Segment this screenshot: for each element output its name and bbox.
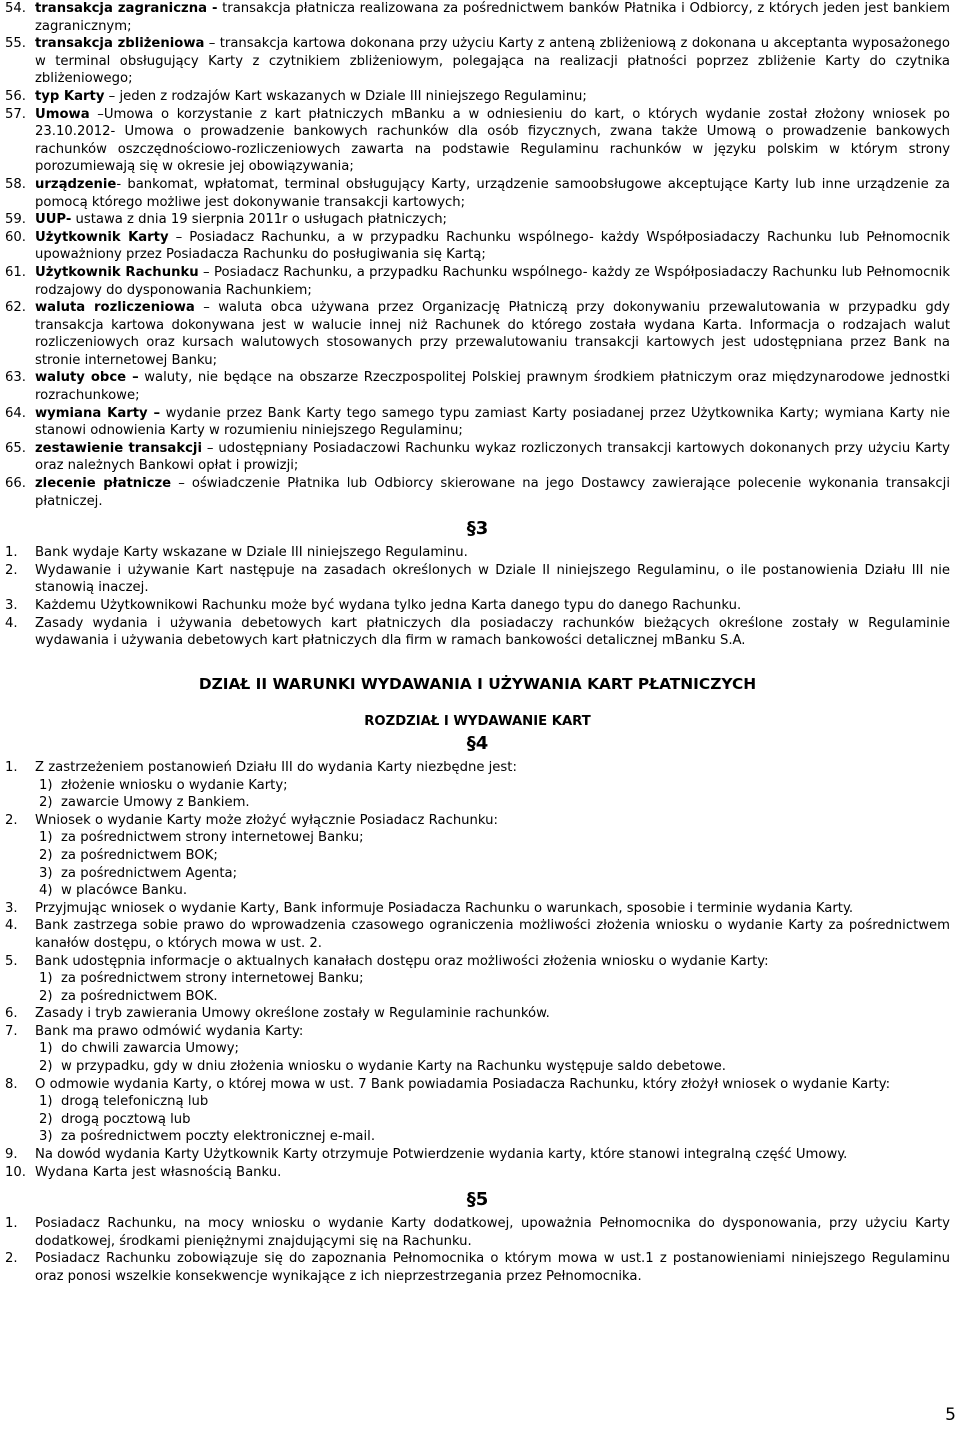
item-text: Przyjmując wniosek o wydanie Karty, Bank informuje Posiadacza Rachunku o warunkach, sposobie i terminie wydania Karty. bbox=[35, 900, 854, 916]
sub-item bbox=[39, 777, 950, 795]
item-text: Posiadacz Rachunku, na mocy wniosku o wydanie Karty dodatkowej, upoważnia Pełnomocnika do dysponowania, przy użyciu Karty dodatkowej, środkami pieniężnymi znajdującymi się na Rachunku. bbox=[35, 1216, 950, 1249]
definition-text bbox=[35, 229, 950, 264]
sub-item bbox=[39, 829, 950, 847]
definition-number: 66. bbox=[5, 476, 26, 492]
definition-item bbox=[5, 440, 950, 475]
sub-item bbox=[39, 1093, 950, 1111]
definition-body: waluty, nie będące na obszarze Rzeczpospolitej Polskiej prawnym środkiem płatniczym oraz międzynarodowe jednostki rozrachunkowe; bbox=[35, 370, 951, 404]
item-number: 2. bbox=[5, 812, 18, 828]
section-4-heading: §4 bbox=[466, 732, 489, 754]
page-number: 5 bbox=[945, 1405, 956, 1426]
item-number: 7. bbox=[5, 1023, 18, 1039]
list-item bbox=[5, 1164, 950, 1182]
list-item bbox=[5, 1146, 950, 1164]
sub-item-number: 3) bbox=[39, 1129, 53, 1145]
sub-item bbox=[39, 1040, 950, 1058]
sub-item-text: za pośrednictwem BOK. bbox=[61, 988, 218, 1004]
definition-item bbox=[5, 369, 950, 404]
item-number: 9. bbox=[5, 1147, 18, 1163]
item-number: 5. bbox=[5, 953, 18, 969]
definition-text bbox=[35, 176, 950, 211]
item-number: 10. bbox=[5, 1164, 26, 1180]
item-text: Bank udostępnia informacje o aktualnych kanałach dostępu oraz możliwości złożenia wniosku o wydanie Karty: bbox=[35, 953, 769, 969]
item-text: Zasady wydania i używania debetowych kart płatniczych dla posiadaczy rachunków bieżących określone zostały w Regulaminie wydawania i używania debetowych kart płatniczych dla firm w ramach bankowości detalicznej mBanku S.A. bbox=[35, 615, 950, 649]
section-3-list bbox=[5, 544, 950, 650]
sub-item-text: w przypadku, gdy w dniu złożenia wniosku o wydanie Karty na Rachunku występuje saldo debetowe. bbox=[61, 1059, 726, 1075]
definitions-list bbox=[5, 0, 950, 510]
definition-number: 61. bbox=[5, 264, 26, 280]
sub-item bbox=[39, 1058, 950, 1076]
list-item bbox=[5, 562, 950, 597]
definition-body: – udostępniany Posiadaczowi Rachunku wykaz rozliczonych transakcji kartowych dokonanych przy użyciu Karty oraz należnych Bankowi opłat i prowizji; bbox=[35, 440, 950, 474]
item-text: Wniosek o wydanie Karty może złożyć wyłącznie Posiadacz Rachunku: bbox=[35, 812, 498, 828]
definition-item bbox=[5, 264, 950, 299]
item-text: Każdemu Użytkownikowi Rachunku może być wydana tylko jedna Karta danego typu do danego Rachunku. bbox=[35, 598, 742, 613]
sub-item-number: 2) bbox=[39, 847, 53, 863]
definition-item bbox=[5, 475, 950, 510]
item-number: 1. bbox=[5, 545, 18, 561]
definition-number: 60. bbox=[5, 229, 26, 245]
section-5-list bbox=[5, 1215, 950, 1285]
definition-term: wymiana Karty – bbox=[35, 405, 161, 421]
sub-item-text: do chwili zawarcia Umowy; bbox=[61, 1041, 239, 1057]
sub-item bbox=[39, 988, 950, 1006]
list-item bbox=[5, 759, 950, 777]
sub-item-number: 2) bbox=[39, 1059, 53, 1075]
chapter-title: DZIAŁ II WARUNKI WYDAWANIA I UŻYWANIA KART PŁATNICZYCH bbox=[198, 674, 757, 693]
definition-text bbox=[35, 88, 950, 106]
sub-item bbox=[39, 970, 950, 988]
item-text: Na dowód wydania Karty Użytkownik Karty otrzymuje Potwierdzenie wydania karty, które stanowi integralną część Umowy. bbox=[35, 1147, 848, 1163]
section-3-heading: §3 bbox=[466, 518, 489, 540]
definition-body: - bankomat, wpłatomat, terminal obsługujący Karty, urządzenie samoobsługowe akceptujące Karty lub inne urządzenie za pomocą którego możliwe jest dokonywanie transakcji kartowych; bbox=[35, 176, 950, 210]
definition-body: – jeden z rodzajów Kart wskazanych w Dziale III niniejszego Regulaminu; bbox=[104, 88, 587, 104]
definition-number: 63. bbox=[5, 370, 26, 386]
definition-term: Umowa bbox=[35, 106, 90, 122]
item-number: 3. bbox=[5, 900, 18, 916]
list-item bbox=[5, 615, 950, 650]
list-item bbox=[5, 1076, 950, 1094]
definition-text bbox=[35, 0, 950, 35]
sub-item bbox=[39, 1111, 950, 1129]
definition-body: wydanie przez Bank Karty tego samego typu zamiast Karty posiadanej przez Użytkownika Karty; wymiana Karty nie stanowi odnowienia Karty w rozumieniu niniejszego Regulaminu; bbox=[35, 405, 950, 439]
sub-item bbox=[39, 794, 950, 812]
definition-term: urządzenie bbox=[35, 176, 117, 192]
subchapter-title: ROZDZIAŁ I WYDAWANIE KART bbox=[364, 714, 591, 730]
definition-body: ustawa z dnia 19 sierpnia 2011r o usługach płatniczych; bbox=[71, 212, 447, 228]
definition-text bbox=[35, 264, 950, 299]
item-text: Wydawanie i używanie Kart następuje na zasadach określonych w Dziale II niniejszego Regulaminu, o ile postanowienia Działu III nie stanowią inaczej. bbox=[35, 562, 950, 596]
sub-item-text: drogą pocztową lub bbox=[61, 1111, 191, 1127]
item-number: 3. bbox=[5, 598, 18, 613]
item-number: 1. bbox=[5, 1216, 18, 1232]
definition-item bbox=[5, 229, 950, 264]
definition-number: 59. bbox=[5, 212, 26, 228]
definition-term: UUP- bbox=[35, 212, 72, 228]
item-text: Z zastrzeżeniem postanowień Działu III do wydania Karty niezbędne jest: bbox=[35, 759, 517, 775]
definition-body: – oświadczenie Płatnika lub Odbiorcy skierowane na jego Dostawcy zawierające polecenie wykonania transakcji płatniczej. bbox=[35, 476, 951, 509]
definition-text bbox=[35, 106, 950, 176]
list-item bbox=[5, 1215, 950, 1250]
definition-number: 56. bbox=[5, 88, 26, 104]
item-number: 4. bbox=[5, 615, 18, 631]
sub-item-number: 2) bbox=[39, 988, 53, 1004]
sub-item-text: za pośrednictwem Agenta; bbox=[61, 865, 238, 881]
sub-item-text: drogą telefoniczną lub bbox=[61, 1094, 209, 1110]
document-page bbox=[5, 0, 950, 1286]
sub-item-number: 2) bbox=[39, 795, 53, 811]
definition-term: zlecenie płatnicze bbox=[35, 476, 172, 492]
sub-item bbox=[39, 847, 950, 865]
definition-number: 55. bbox=[5, 36, 26, 52]
list-item bbox=[5, 812, 950, 830]
definition-item bbox=[5, 0, 950, 35]
section-4-list bbox=[5, 759, 950, 1181]
sub-item-number: 1) bbox=[39, 830, 53, 846]
item-number: 1. bbox=[5, 759, 18, 775]
definition-body: transakcja płatnicza realizowana za pośrednictwem banków Płatnika i Odbiorcy, z których jeden jest bankiem zagranicznym; bbox=[35, 1, 950, 34]
list-item bbox=[5, 597, 950, 615]
item-text: Zasady i tryb zawierania Umowy określone zostały w Regulaminie rachunków. bbox=[35, 1006, 550, 1022]
definition-body: –Umowa o korzystanie z kart płatniczych mBanku a w odniesieniu do kart, o których wydanie został złożony wniosek po 23.10.2012- Umowa o prowadzenie bankowych rachunków dla osób fizycznych, zwana także Umową o prowadzenie bankowych rachunków oszczędnościowo-rozliczeniowych zawarta na podstawie Regulaminu rachunków w języku polskim w którym strony porozumiewają się w okresie jej obowiązywania; bbox=[35, 106, 950, 175]
definition-text bbox=[35, 440, 950, 475]
sub-item bbox=[39, 1128, 950, 1146]
definition-item bbox=[5, 211, 950, 229]
sub-item-number: 3) bbox=[39, 865, 53, 881]
definition-text bbox=[35, 475, 950, 510]
definition-number: 65. bbox=[5, 440, 26, 456]
definition-number: 57. bbox=[5, 106, 26, 122]
definition-term: Użytkownik Rachunku bbox=[35, 264, 199, 280]
list-item bbox=[5, 1023, 950, 1041]
section-5-heading: §5 bbox=[466, 1189, 489, 1211]
item-text: Posiadacz Rachunku zobowiązuje się do zapoznania Pełnomocnika o którym mowa w ust.1 z postanowieniami niniejszego Regulaminu oraz ponosi wszelkie konsekwencje wynikające z ich nieprzestrzegania przez Pełnomocnika. bbox=[35, 1251, 950, 1284]
definition-term: Użytkownik Karty bbox=[35, 229, 169, 245]
definition-item bbox=[5, 106, 950, 176]
sub-item-text: za pośrednictwem BOK; bbox=[61, 847, 218, 863]
definition-text bbox=[35, 369, 950, 404]
definition-body: – Posiadacz Rachunku, a przypadku Rachunku wspólnego- każdy ze Współposiadaczy Rachunku lub Pełnomocnik rodzajowy do dysponowania Rachunkiem; bbox=[35, 264, 950, 298]
sub-item-number: 2) bbox=[39, 1111, 53, 1127]
sub-item-text: za pośrednictwem strony internetowej Banku; bbox=[61, 971, 364, 987]
definition-number: 62. bbox=[5, 300, 26, 316]
definition-number: 54. bbox=[5, 1, 26, 16]
sub-item-number: 1) bbox=[39, 1094, 53, 1110]
item-number: 2. bbox=[5, 562, 18, 578]
sub-item-number: 1) bbox=[39, 971, 53, 987]
sub-item-number: 1) bbox=[39, 777, 53, 793]
definition-body: – waluta obca używana przez Organizację Płatniczą przy dokonywaniu przewalutowania w przypadku gdy transakcja kartowa dokonywana jest w walucie innej niż Rachunek do którego została wydana Karta. Informacja o rodzajach walut rozliczeniowych oraz kursach walutowych stosowanych przy przewalutowaniu transakcji kartowych jest udostępniana przez Bank na stronie internetowej Banku; bbox=[35, 300, 950, 368]
item-number: 4. bbox=[5, 918, 18, 934]
sub-item-text: złożenie wniosku o wydanie Karty; bbox=[61, 777, 288, 793]
list-item bbox=[5, 917, 950, 952]
definition-item bbox=[5, 88, 950, 106]
sub-item-number: 4) bbox=[39, 883, 53, 899]
item-number: 6. bbox=[5, 1006, 18, 1022]
list-item bbox=[5, 1250, 950, 1285]
list-item bbox=[5, 900, 950, 918]
definition-term: transakcja zagraniczna - bbox=[35, 1, 218, 16]
list-item bbox=[5, 544, 950, 562]
definition-text bbox=[35, 35, 950, 88]
definition-item bbox=[5, 176, 950, 211]
definition-term: waluta rozliczeniowa bbox=[35, 300, 195, 316]
definition-item bbox=[5, 299, 950, 369]
definition-term: typ Karty bbox=[35, 88, 105, 104]
sub-item bbox=[39, 865, 950, 883]
sub-item-text: zawarcie Umowy z Bankiem. bbox=[61, 795, 250, 811]
sub-item-text: za pośrednictwem poczty elektronicznej e-mail. bbox=[61, 1129, 376, 1145]
list-item bbox=[5, 953, 950, 971]
item-text: Bank wydaje Karty wskazane w Dziale III niniejszego Regulaminu. bbox=[35, 545, 468, 561]
definition-term: zestawienie transakcji bbox=[35, 440, 202, 456]
item-number: 2. bbox=[5, 1251, 18, 1267]
sub-item-text: w placówce Banku. bbox=[61, 883, 188, 899]
definition-item bbox=[5, 35, 950, 88]
item-number: 8. bbox=[5, 1076, 18, 1092]
item-text: Bank ma prawo odmówić wydania Karty: bbox=[35, 1023, 304, 1039]
sub-item-number: 1) bbox=[39, 1041, 53, 1057]
definition-item bbox=[5, 405, 950, 440]
item-text: Bank zastrzega sobie prawo do wprowadzenia czasowego ograniczenia możliwości złożenia wniosku o wydanie Karty za pośrednictwem kanałów dostępu, o których mowa w ust. 2. bbox=[35, 918, 950, 951]
definition-number: 58. bbox=[5, 176, 26, 192]
sub-item-text: za pośrednictwem strony internetowej Banku; bbox=[61, 830, 364, 846]
item-text: Wydana Karta jest własnością Banku. bbox=[35, 1164, 282, 1180]
sub-item bbox=[39, 882, 950, 900]
definition-body: – transakcja kartowa dokonana przy użyciu Karty z anteną zbliżeniową z dokonana u akceptanta wyposażonego w terminal obsługujący Karty z czytnikiem zbliżeniowym, polegająca na realizacji płatności poprzez zbliżenie Karty do czytnika zbliżeniowego; bbox=[35, 36, 950, 87]
definition-text bbox=[35, 405, 950, 440]
definition-text bbox=[35, 299, 950, 369]
definition-text bbox=[35, 211, 950, 229]
definition-term: transakcja zbliżeniowa bbox=[35, 36, 205, 52]
definition-body: – Posiadacz Rachunku, a w przypadku Rachunku wspólnego- każdy Współposiadaczy Rachunku lub Pełnomocnik upoważniony przez Posiadacza Rachunku do posługiwania się Kartą; bbox=[35, 229, 950, 263]
definition-term: waluty obce – bbox=[35, 370, 139, 386]
item-text: O odmowie wydania Karty, o której mowa w ust. 7 Bank powiadamia Posiadacza Rachunku, który złożył wniosek o wydanie Karty: bbox=[35, 1076, 891, 1092]
definition-number: 64. bbox=[5, 405, 26, 421]
list-item bbox=[5, 1005, 950, 1023]
